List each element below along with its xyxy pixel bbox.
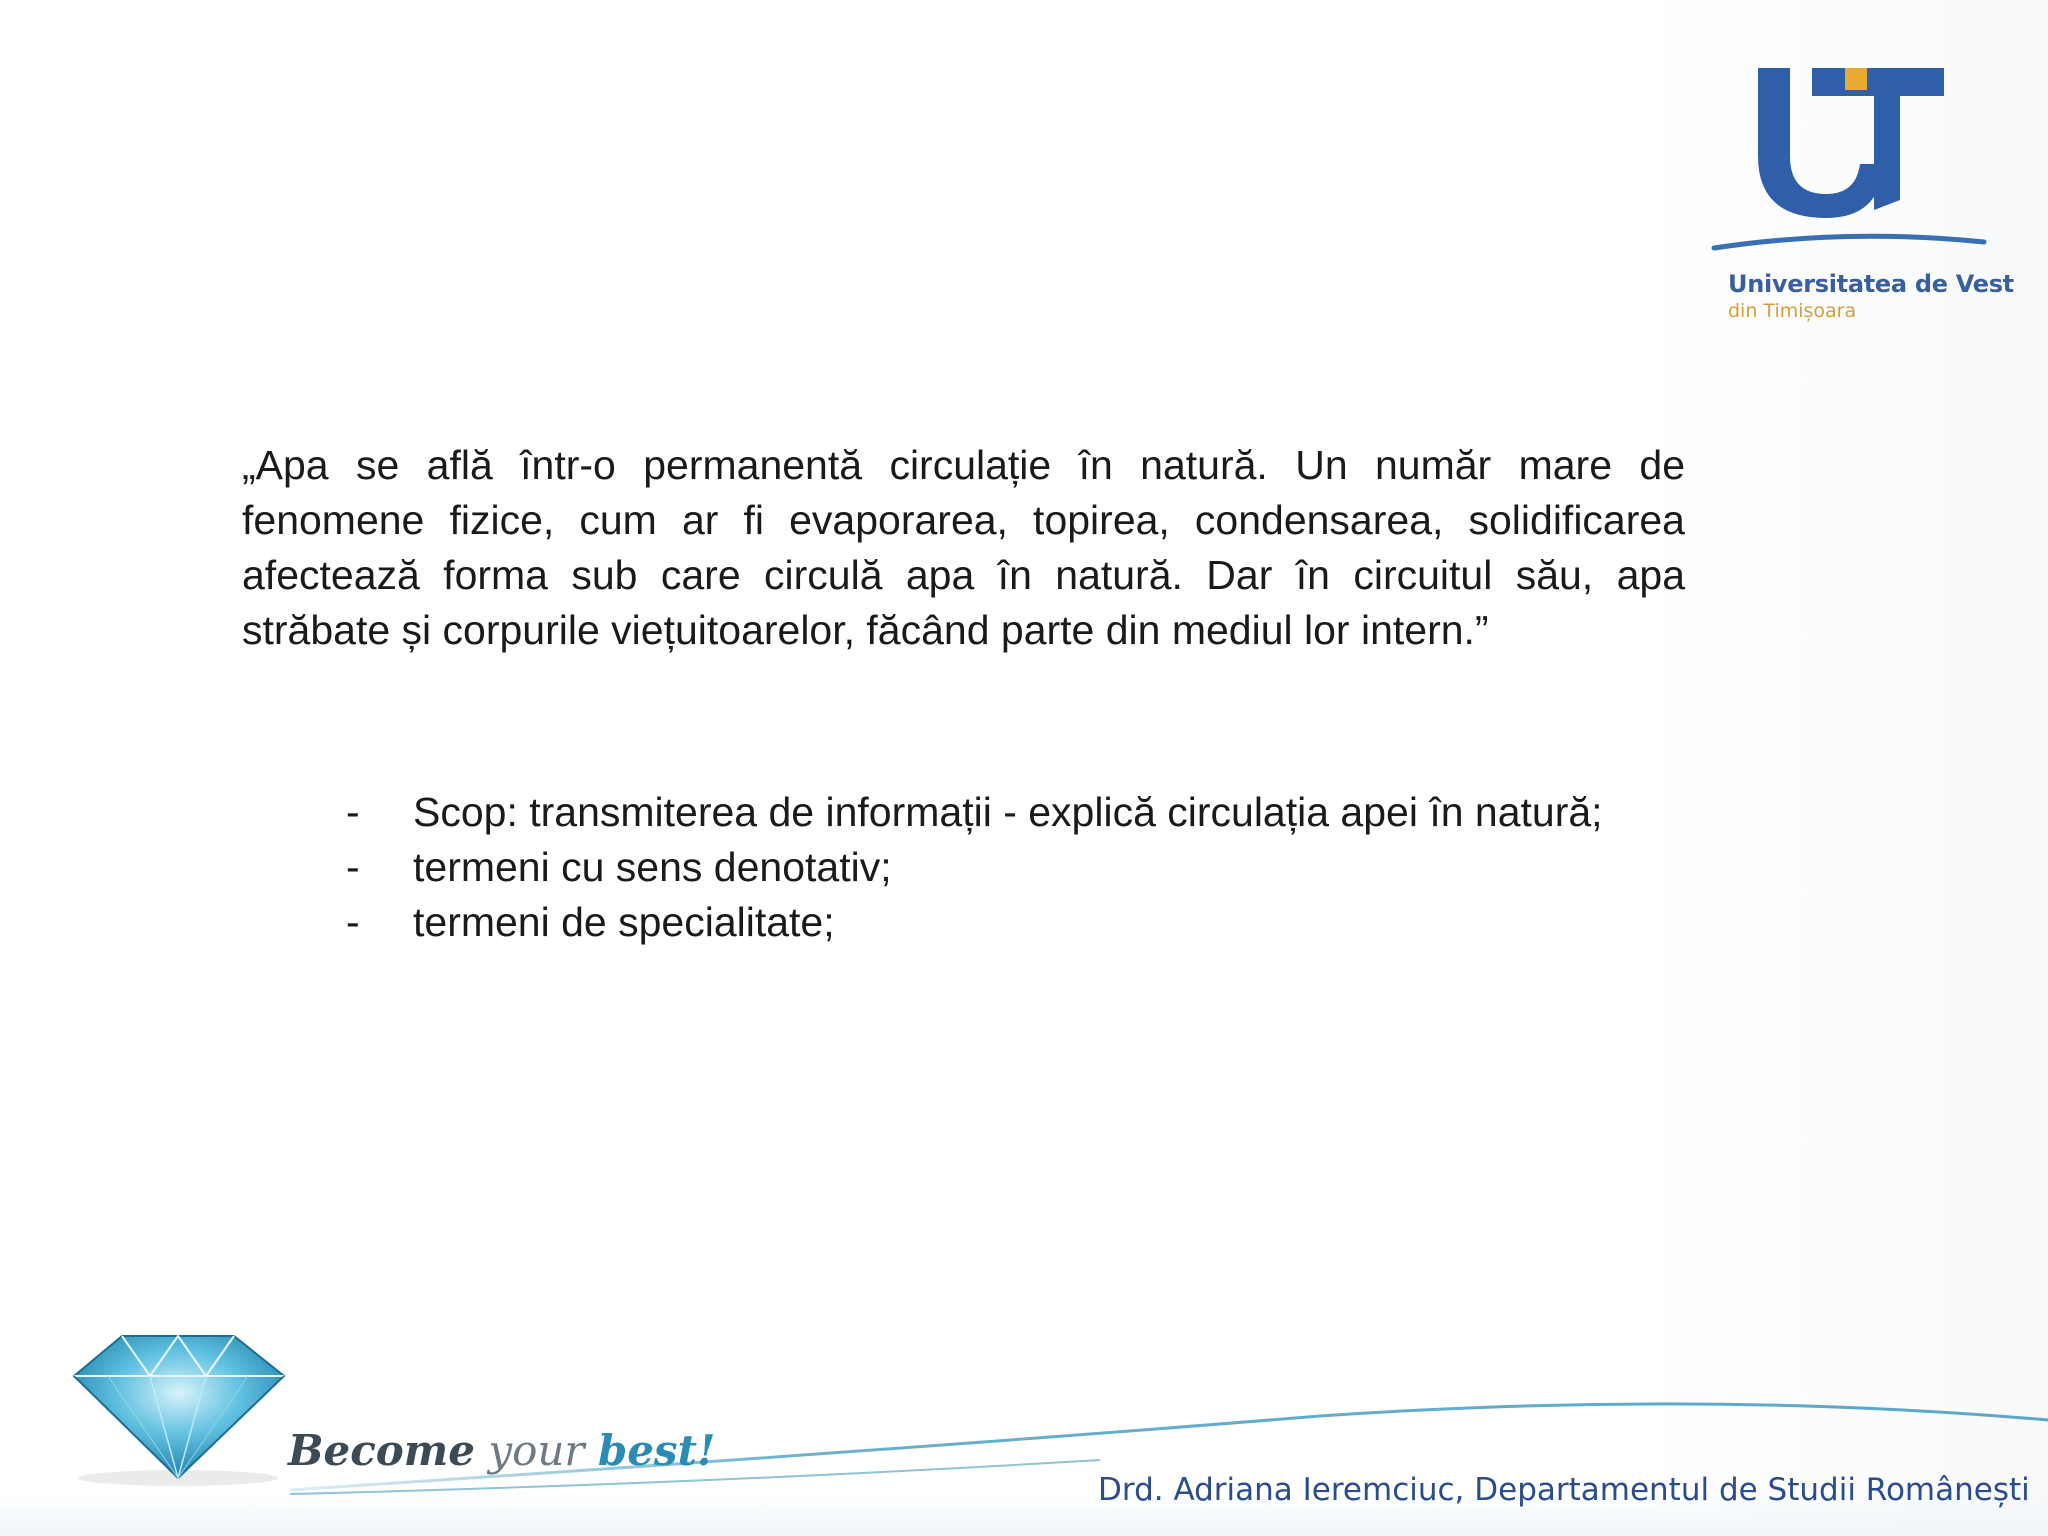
university-city: din Timișoara xyxy=(1728,300,1857,322)
bullet-marker: - xyxy=(346,789,360,835)
slogan-word-become: Become xyxy=(288,1426,475,1475)
university-name: Universitatea de Vest xyxy=(1728,270,2014,298)
list-item xyxy=(346,840,1646,895)
university-logo xyxy=(1708,60,2014,340)
bullet-text: Scop: transmiterea de informații - explică circulația apei în natură; xyxy=(413,789,1603,835)
bullet-marker: - xyxy=(346,899,360,945)
bullet-text: termeni cu sens denotativ; xyxy=(413,844,892,890)
author-credit: Drd. Adriana Ieremciuc, Departamentul de Studii Românești xyxy=(1098,1472,2030,1508)
uvt-emblem-icon xyxy=(1708,60,1998,260)
bullet-text: termeni de specialitate; xyxy=(413,899,835,945)
slogan-word-best: best! xyxy=(597,1426,716,1475)
quote-paragraph: „Apa se află într-o permanentă circulație în natură. Un număr mare de fenomene fizice, cum ar fi evaporarea, topirea, condensarea, solidificarea afectează forma sub care circulă apa în natură. Dar în circuitul său, apa străbate și corpurile viețuitoarelor, făcând parte din mediul lor intern.” xyxy=(242,442,1685,653)
slogan-word-your: your xyxy=(488,1426,585,1475)
list-item xyxy=(346,895,1646,950)
bullet-list xyxy=(346,785,1646,950)
diamond-icon xyxy=(58,1328,298,1488)
bullet-marker: - xyxy=(346,844,360,890)
slogan xyxy=(288,1426,715,1475)
list-item xyxy=(346,785,1646,840)
